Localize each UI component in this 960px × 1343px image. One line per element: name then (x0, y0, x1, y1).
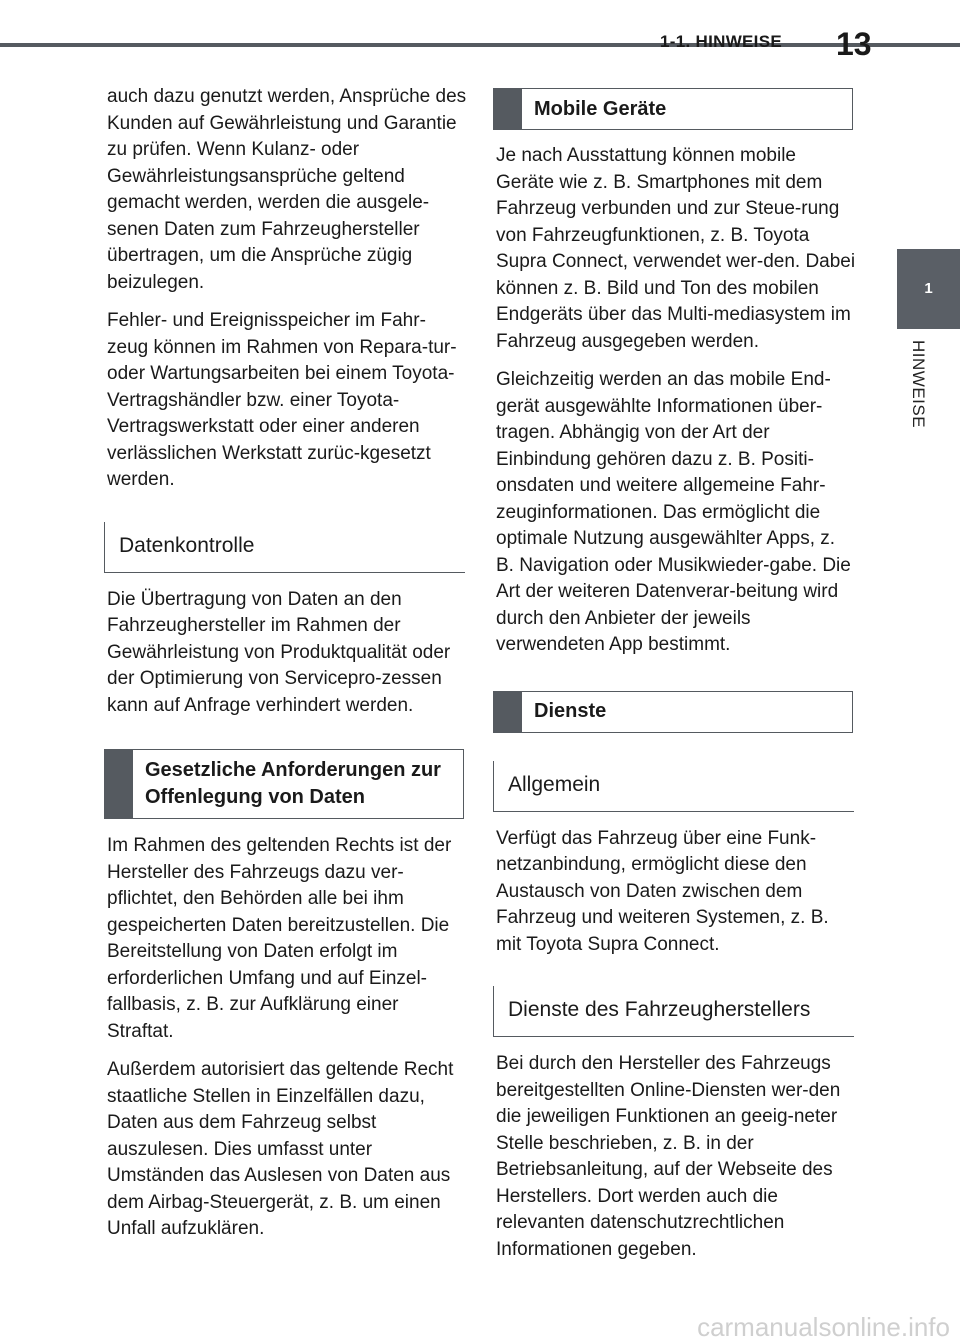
section-heading-box (493, 691, 853, 733)
subheading-dienste-fahrzeughersteller: Dienste des Fahrzeugherstellers (493, 986, 854, 1037)
heading-bar (494, 692, 522, 732)
chapter-tab-number: 1 (897, 249, 960, 329)
paragraph: Gleichzeitig werden an das mobile End-gerät ausgewählte Informationen über-tragen. Abhängig von der Art der Einbindung gehören dazu z. B. Positi-onsdaten und weitere allgemeine Fahr-zeuginformationen. Das ermöglicht die optimale Nutzung ausgewählter Apps, z. B. Navigation oder Musikwieder-gabe. Die Art der weiteren Datenverar-beitung wird durch den Anbieter der jeweils verwendeten App bestimmt. (496, 369, 851, 655)
paragraph: Außerdem autorisiert das geltende Recht staatliche Stellen in Einzelfällen dazu, Daten aus dem Fahrzeug selbst auszulesen. Dies umfasst unter Umständen das Auslesen von Daten aus dem Airbag-Steuergerät, z. B. um einen Unfall aufzuklären. (107, 1059, 454, 1239)
section-heading: Gesetzliche Anforderungen zur Offenlegung von Daten (145, 759, 441, 808)
left-column (107, 84, 467, 1255)
section-heading-box (493, 88, 853, 130)
subheading-allgemein: Allgemein (493, 761, 854, 812)
section-label: 1-1. HINWEISE (660, 32, 782, 51)
paragraph: Bei durch den Hersteller des Fahrzeugs bereitgestellten Online-Diensten wer-den die jeweiligen Funktionen an geeig-neter Stelle beschrieben, z. B. in der Betriebsanleitung, auf der Webseite des Herstellers. Dort werden auch die relevanten datenschutzrechtlichen Informationen gegeben. (496, 1053, 841, 1260)
paragraph: Verfügt das Fahrzeug über eine Funk-netzanbindung, ermöglicht diese den Austausch von Daten zwischen dem Fahrzeug und weiteren Systemen, z. B. mit Toyota Supra Connect. (496, 827, 829, 955)
paragraph: Fehler- und Ereignisspeicher im Fahr-zeug können im Rahmen von Repara-tur- oder Wartungsarbeiten bei einem Toyota-Vertragshändler bzw. einer Toyota-Vertragswerkstatt oder einer anderen verlässlichen Werkstatt zurüc-kgesetzt werden. (107, 310, 457, 490)
heading-bar (494, 89, 522, 129)
section-heading: Dienste (534, 700, 607, 722)
page-header (0, 0, 960, 74)
paragraph: Im Rahmen des geltenden Rechts ist der Hersteller des Fahrzeugs dazu ver-pflichtet, den Behörden alle bei ihm gespeicherten Daten bereitzustellen. Die Bereitstellung von Daten erfolgt im erforderlichen Umfang und auf Einzel-fallbasis, z. B. zur Aufklärung einer Straftat. (107, 835, 452, 1042)
paragraph: Die Übertragung von Daten an den Fahrzeughersteller im Rahmen der Gewährleistung von Produktqualität oder der Optimierung von Servicepro-zessen kann auf Anfrage verhindert werden. (107, 588, 451, 716)
watermark: carmanualsonline.info (697, 1312, 950, 1342)
section-heading-box (104, 749, 464, 819)
page-number: 13 (836, 26, 872, 62)
header-rule (0, 43, 960, 47)
subheading-datenkontrolle: Datenkontrolle (104, 522, 465, 573)
right-column (496, 88, 856, 1275)
paragraph: auch dazu genutzt werden, Ansprüche des Kunden auf Gewährleistung und Garantie zu prüfen. Wenn Kulanz- oder Gewährleistungsansprüche geltend gemacht werden, werden die ausgele-senen Daten zum Fahrzeughersteller übertragen, um die Ansprüche zügig beizulegen. (107, 86, 467, 293)
paragraph: Je nach Ausstattung können mobile Geräte wie z. B. Smartphones mit dem Fahrzeug verbunden und zur Steue-rung von Fahrzeugfunktionen, z. B. Toyota Supra Connect, verwendet wer-den. Dabei können z. B. Bild und Ton des mobilen Endgeräts über das Multi-mediasystem im Fahrzeug ausgegeben werden. (496, 145, 856, 352)
heading-bar (105, 750, 133, 818)
chapter-tab-label: HINWEISE (909, 340, 928, 429)
section-heading: Mobile Geräte (534, 97, 667, 120)
